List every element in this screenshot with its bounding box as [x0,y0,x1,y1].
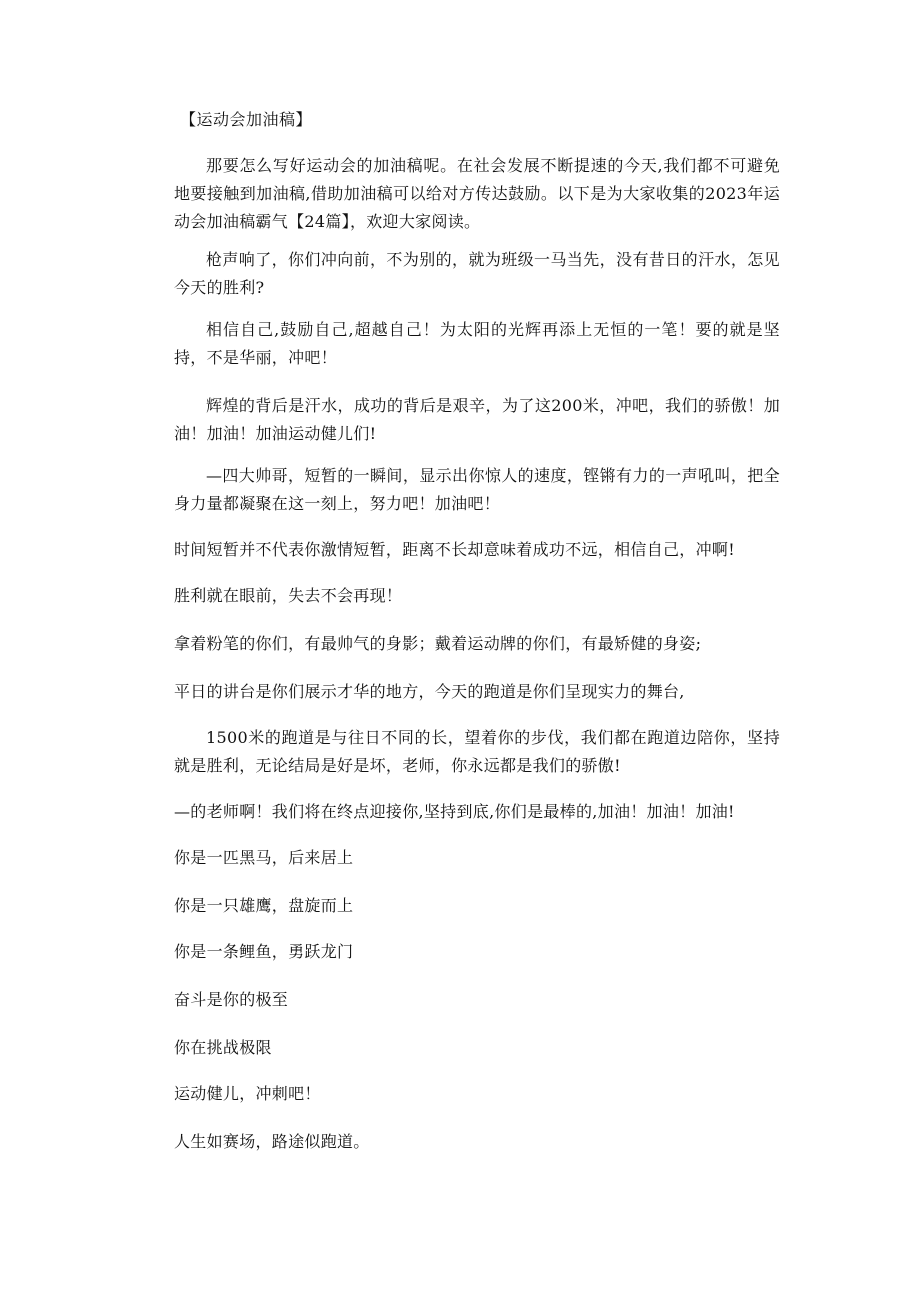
paragraph-glory: 辉煌的背后是汗水，成功的背后是艰辛，为了这200米，冲吧，我们的骄傲！加油！加油！加油运动健儿们! [174,396,780,443]
line-struggle: 奋斗是你的极至 [174,990,289,1009]
paragraph-1500m: 1500米的跑道是与往日不同的长，望着你的步伐，我们都在跑道边陪你，坚持就是胜利，无论结局是好是坏，老师，你永远都是我们的骄傲! [174,728,780,775]
line-carp: 你是一条鲤鱼，勇跃龙门 [174,942,354,961]
paragraph-chalk: 拿着粉笔的你们，有最帅气的身影；戴着运动牌的你们，有最矫健的身姿; [174,634,702,653]
document-title: 【运动会加油稿】 [180,110,313,129]
line-challenge: 你在挑战极限 [174,1038,272,1057]
paragraph-four-guys: —四大帅哥，短暂的一瞬间，显示出你惊人的速度，铿锵有力的一声吼叫，把全身力量都凝聚在这一刻上，努力吧！加油吧！ [174,466,780,513]
paragraph-gunshot: 枪声响了，你们冲向前，不为别的，就为班级一马当先，没有昔日的汗水，怎见今天的胜利? [174,250,780,297]
paragraph-teacher: —的老师啊！我们将在终点迎接你,坚持到底,你们是最棒的,加油！加油！加油! [174,802,735,821]
paragraph-podium: 平日的讲台是你们展示才华的地方，今天的跑道是你们呈现实力的舞台, [174,682,685,701]
intro-paragraph: 那要怎么写好运动会的加油稿呢。在社会发展不断提速的今天,我们都不可避免地要接触到加油稿,借助加油稿可以给对方传达鼓励。以下是为大家收集的2023年运动会加油稿霸气【24篇】，欢迎大家阅读。 [174,156,780,231]
paragraph-victory: 胜利就在眼前，失去不会再现！ [174,586,403,605]
line-sprint: 运动健儿，冲刺吧！ [174,1084,321,1103]
paragraph-short-time: 时间短暂并不代表你激情短暂，距离不长却意味着成功不远，相信自己，冲啊! [174,540,735,559]
paragraph-believe: 相信自己,鼓励自己,超越自己！为太阳的光辉再添上无恒的一笔！要的就是坚持，不是华丽，冲吧！ [174,320,780,367]
line-dark-horse: 你是一匹黑马，后来居上 [174,848,354,867]
line-eagle: 你是一只雄鹰，盘旋而上 [174,896,354,915]
line-life-race: 人生如赛场，路途似跑道。 [174,1132,370,1151]
